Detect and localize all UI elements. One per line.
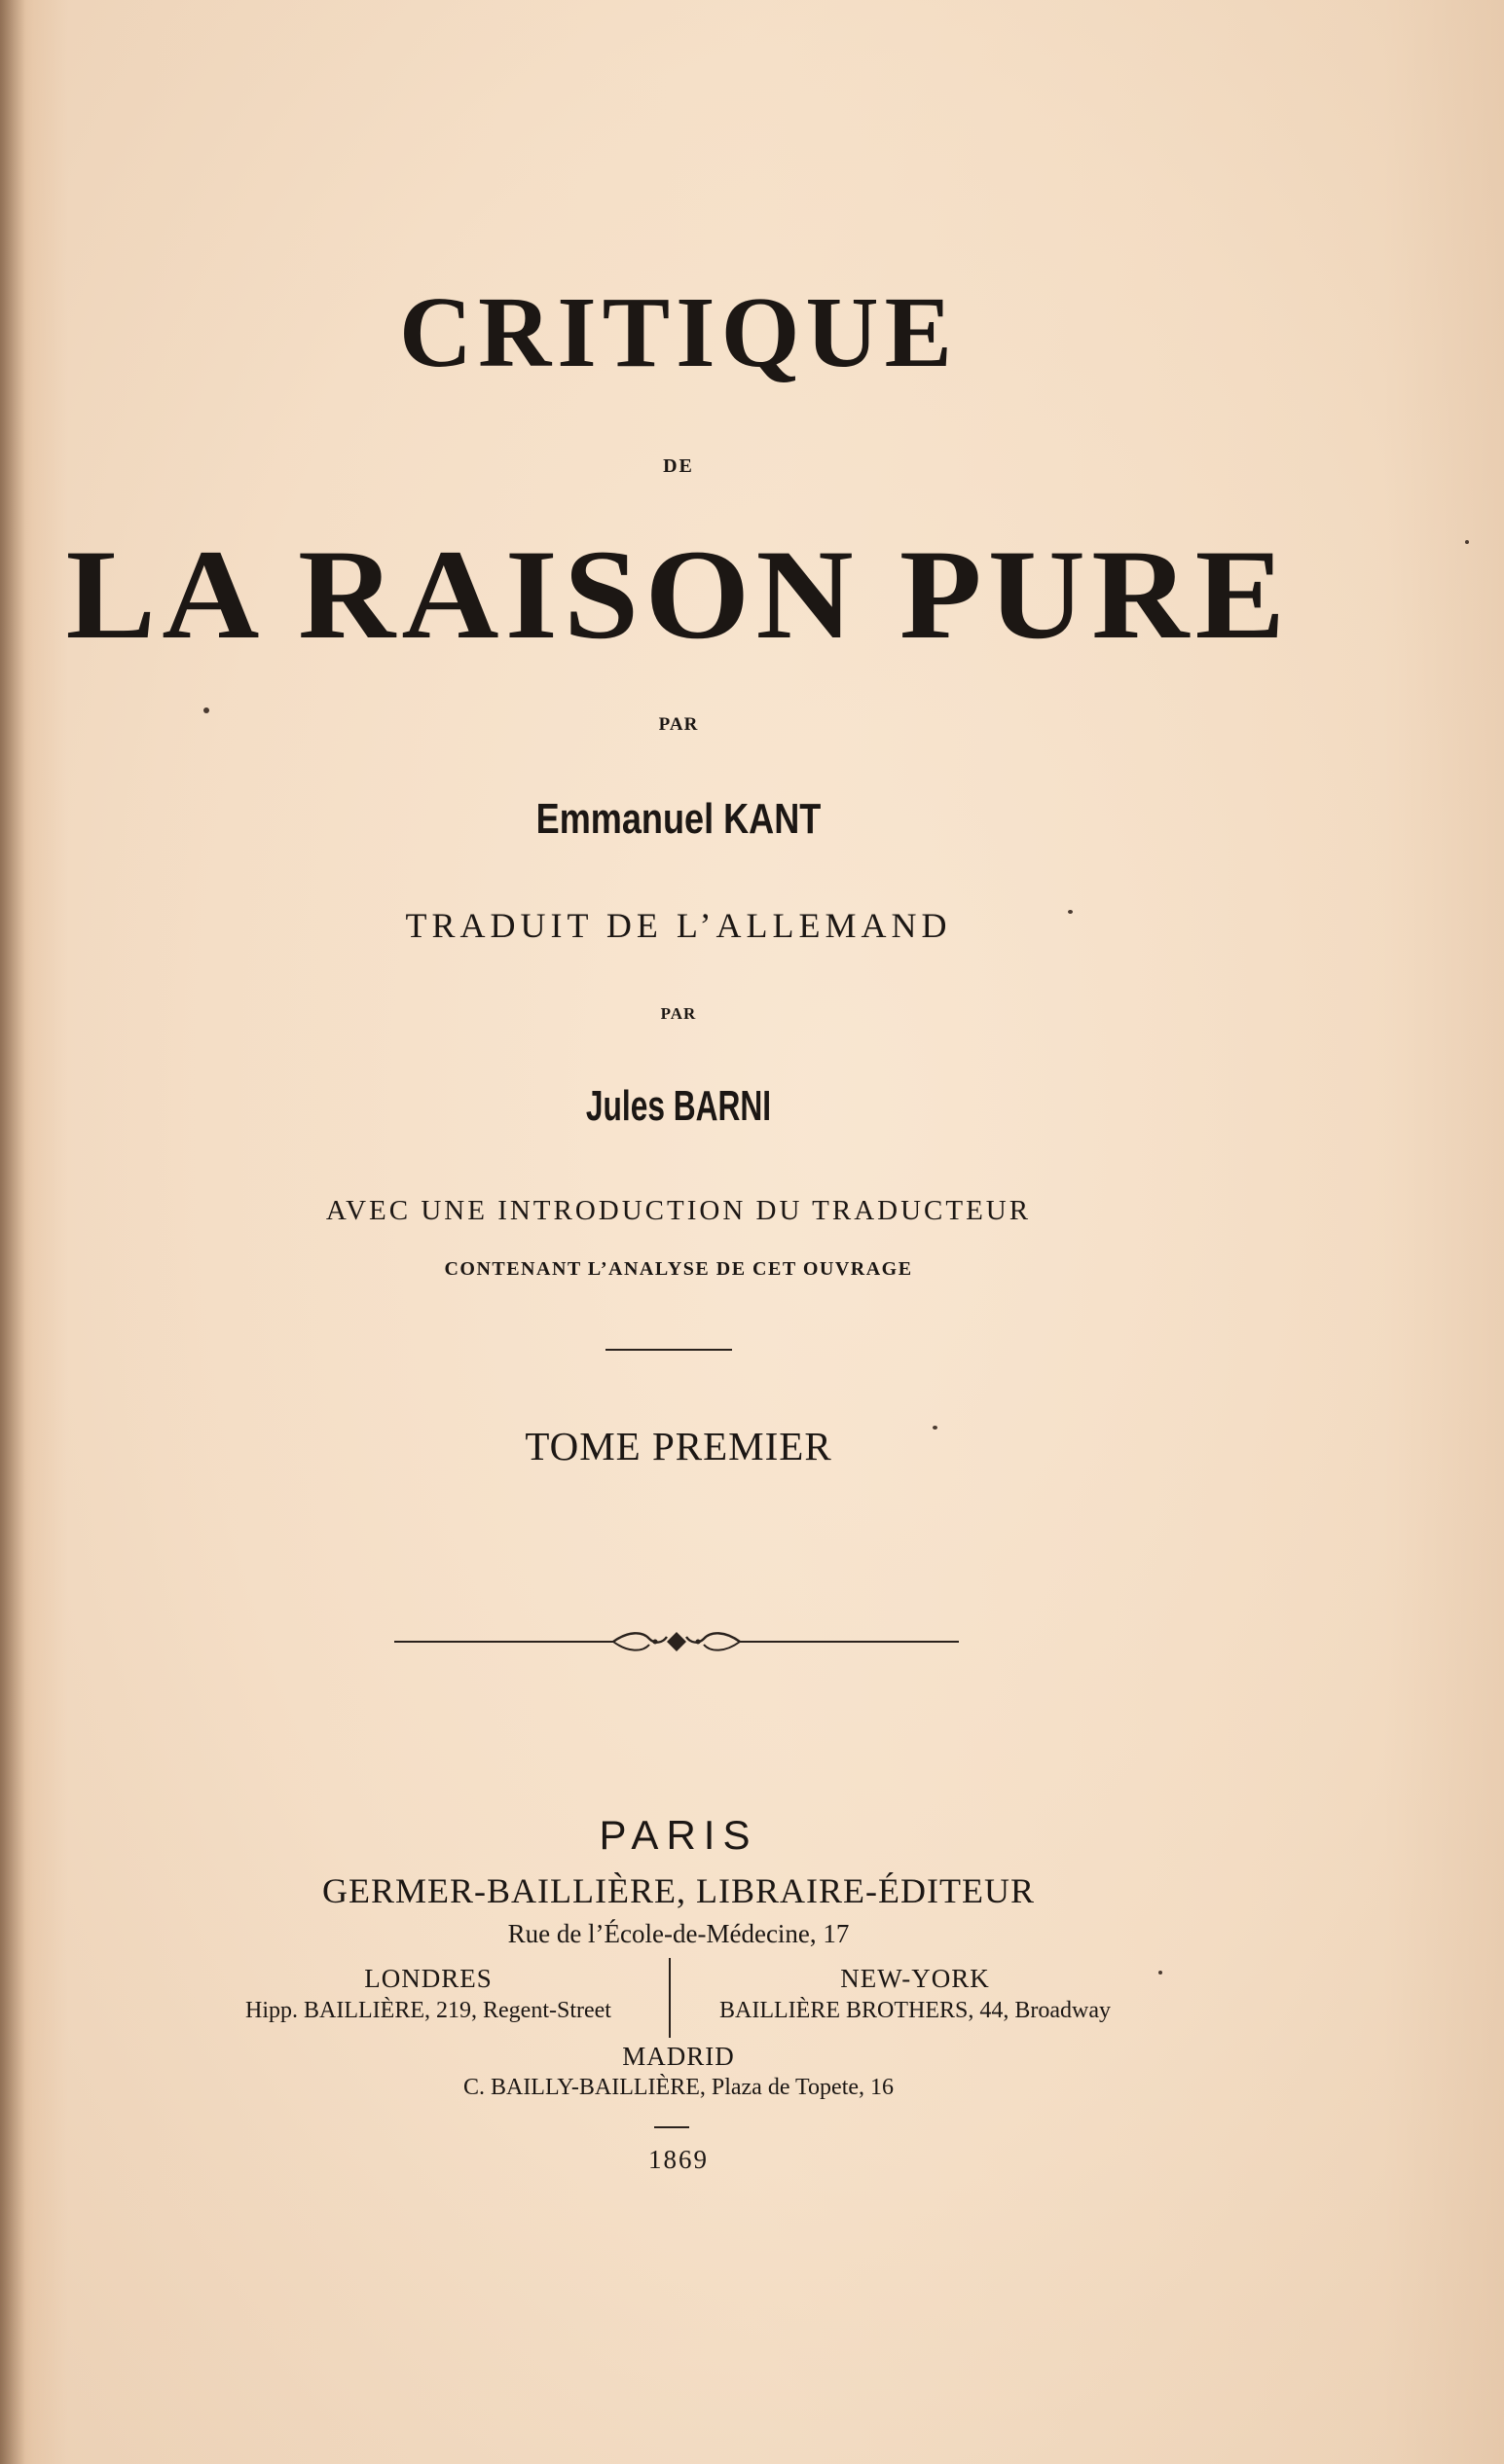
publisher-address: Rue de l’École-de-Médecine, 17 xyxy=(507,1919,850,1948)
year-rule xyxy=(654,2126,689,2128)
london-agent: Hipp. BAILLIÈRE, 219, Regent-Street xyxy=(245,1998,611,2023)
fleuron-rule-ornament-icon xyxy=(394,1625,959,1658)
introduction-line: AVEC UNE INTRODUCTION DU TRADUCTEUR xyxy=(325,1195,1032,1226)
publication-year: 1869 xyxy=(648,2145,709,2174)
analysis-line: CONTENANT L’ANALYSE DE CET OUVRAGE xyxy=(444,1258,913,1280)
short-rule xyxy=(605,1349,732,1351)
paper-speck xyxy=(933,1426,937,1430)
author-name: Emmanuel KANT xyxy=(535,795,822,843)
newyork-city: NEW-YORK xyxy=(840,1964,990,1993)
newyork-block xyxy=(681,1964,1149,2024)
paper-speck xyxy=(1068,910,1073,914)
title-connector: DE xyxy=(663,455,694,477)
by-label-1: PAR xyxy=(658,714,699,735)
translator-name: Jules BARNI xyxy=(585,1082,772,1130)
title-line-1: CRITIQUE xyxy=(399,276,958,388)
paper-speck xyxy=(203,707,209,713)
newyork-agent: BAILLIÈRE BROTHERS, 44, Broadway xyxy=(719,1998,1111,2023)
paper-speck xyxy=(1465,540,1469,544)
by-label-2: PAR xyxy=(660,1004,697,1023)
paper-speck xyxy=(1158,1971,1162,1975)
london-block xyxy=(195,1964,662,2024)
london-city: LONDRES xyxy=(364,1964,493,1993)
madrid-city: MADRID xyxy=(622,2042,735,2071)
madrid-agent: C. BAILLY-BAILLIÈRE, Plaza de Topete, 16 xyxy=(462,2075,895,2100)
translated-from-line: TRADUIT DE L’ALLEMAND xyxy=(405,906,952,945)
imprint-city: PARIS xyxy=(599,1812,758,1858)
imprint-column-divider xyxy=(669,1958,671,2038)
publisher-line: GERMER-BAILLIÈRE, LIBRAIRE-ÉDITEUR xyxy=(322,1871,1035,1910)
title-line-2: LA RAISON PURE xyxy=(65,523,1292,666)
volume-label: TOME PREMIER xyxy=(525,1424,832,1468)
